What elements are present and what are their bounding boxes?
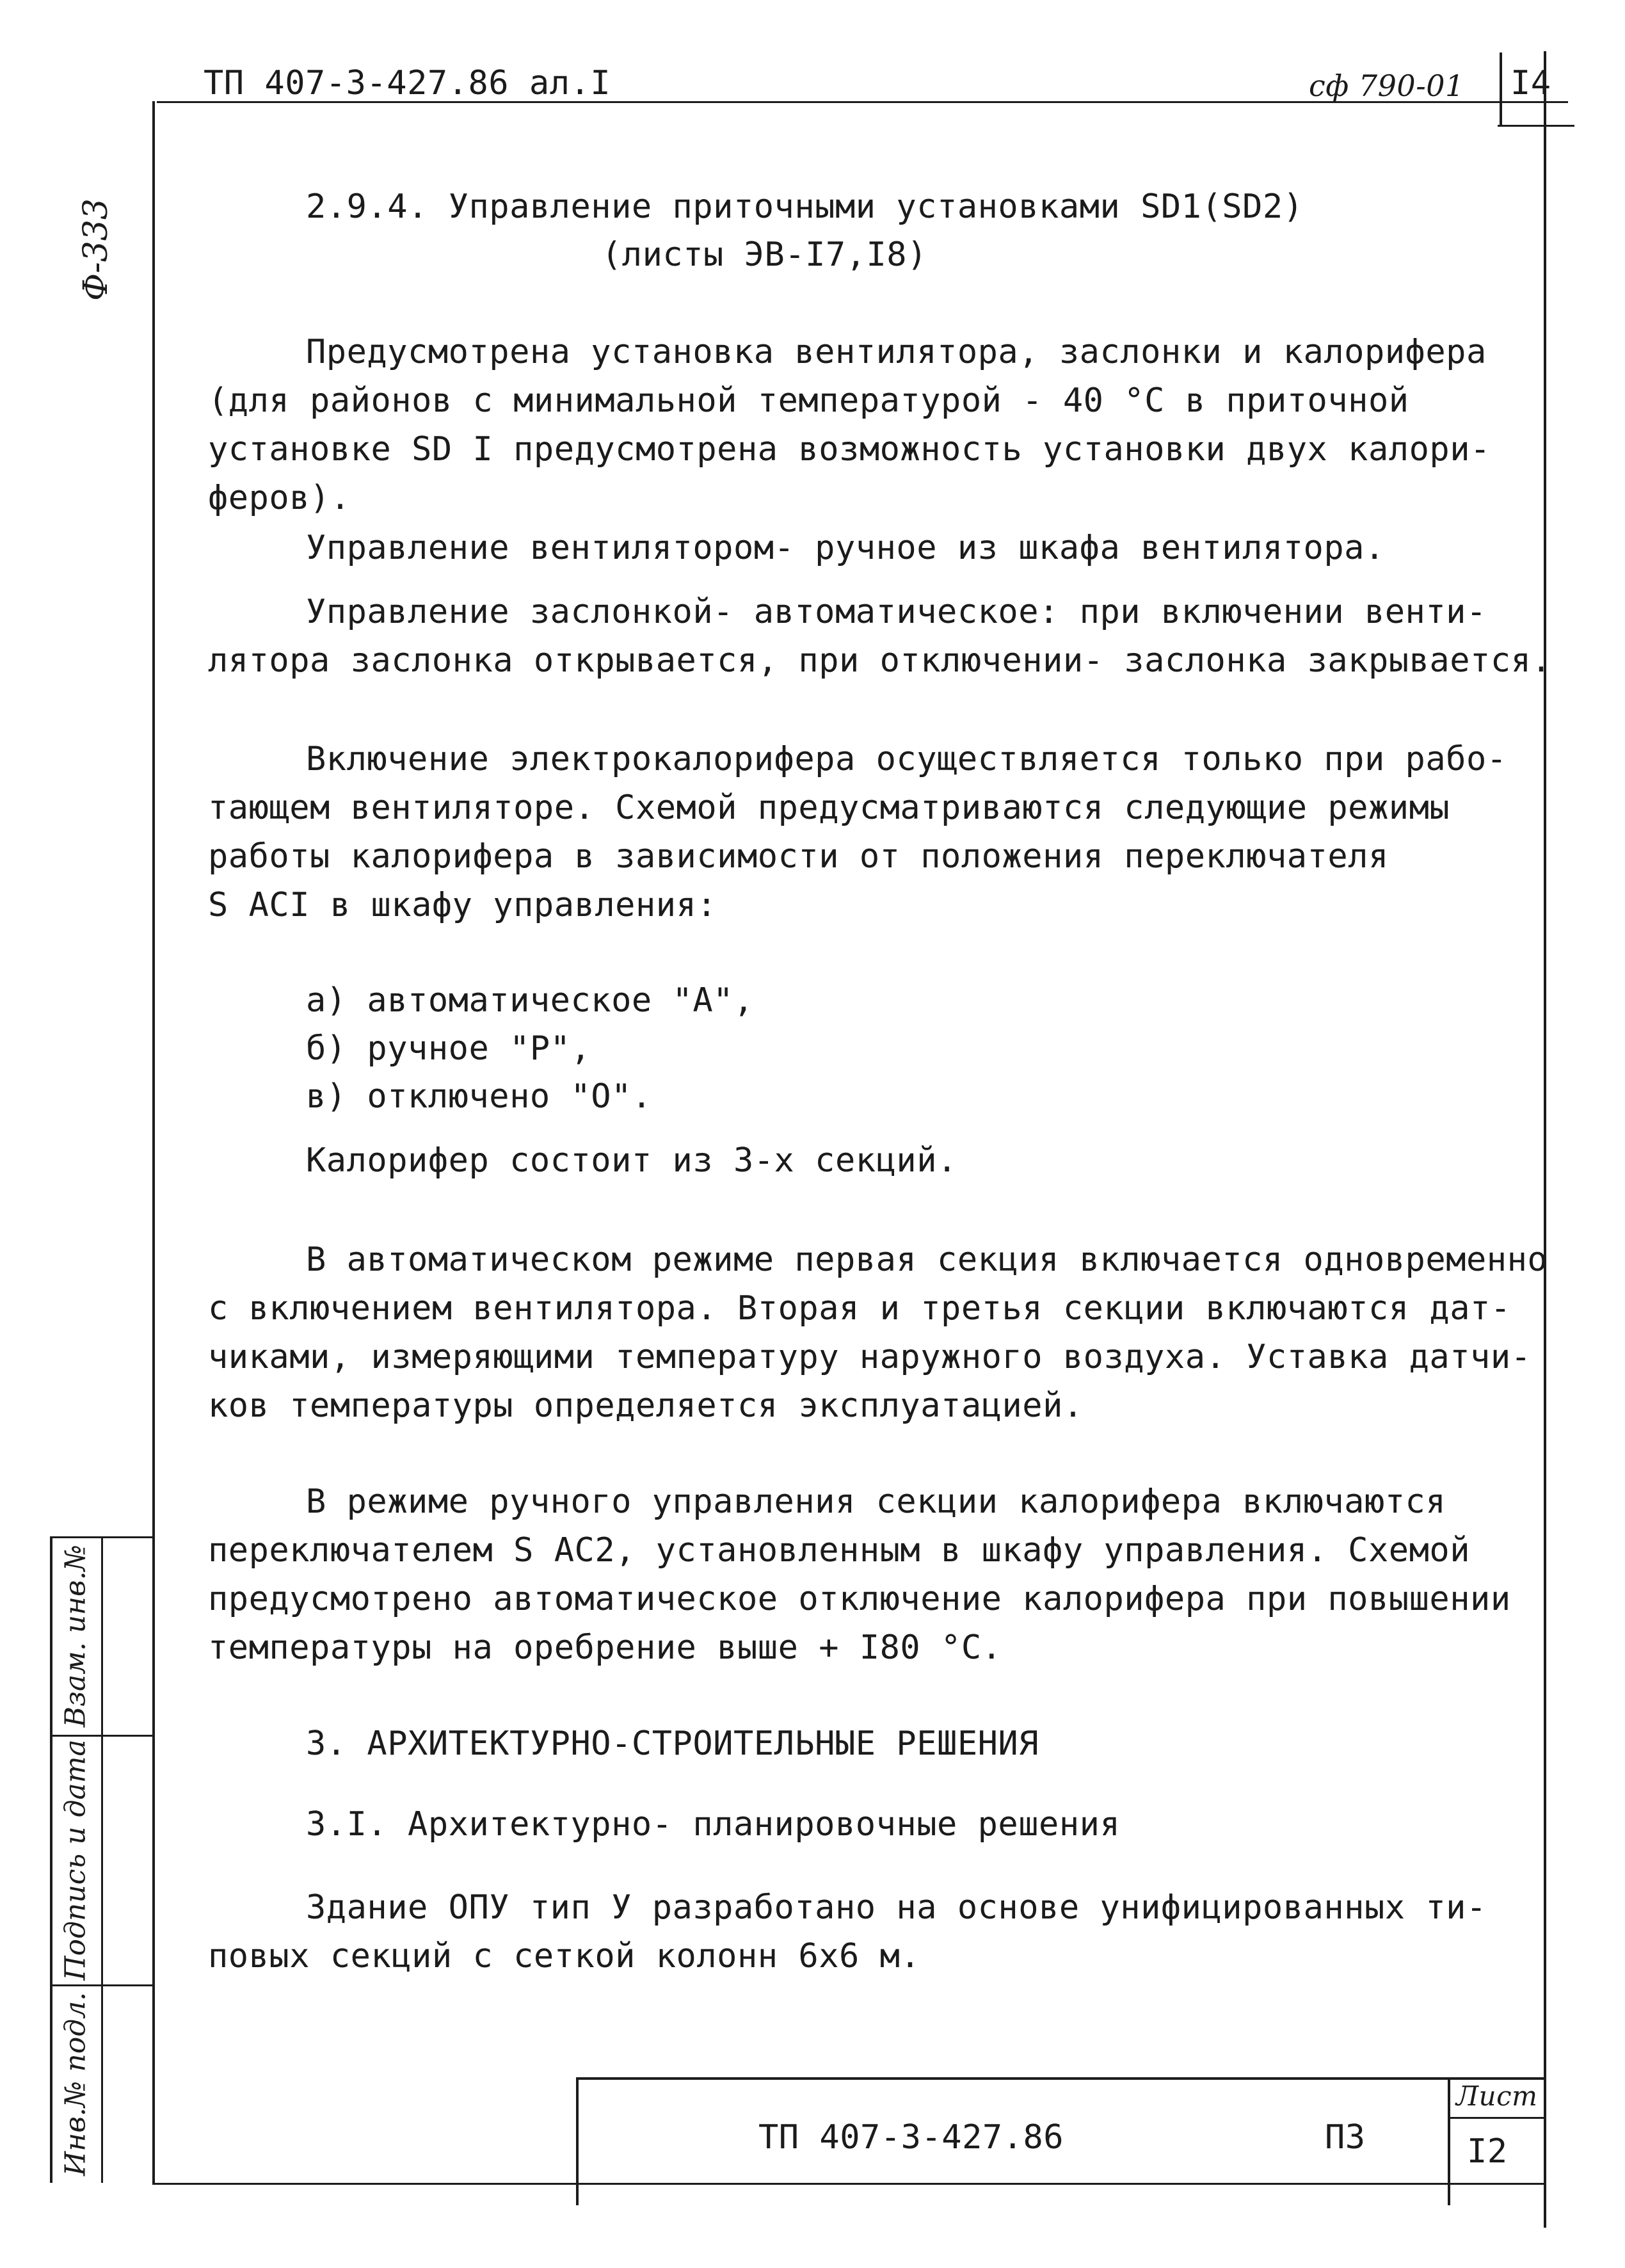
title-block-left bbox=[576, 2077, 579, 2205]
stamp-field-replacement: Взам. инв.№ bbox=[59, 1544, 92, 1728]
title-block bbox=[576, 2077, 1546, 2205]
paragraph-line: переключателем S AC2, установленным в шкафу управления. Схемой bbox=[208, 1531, 1471, 1570]
title-sheet-number: I2 bbox=[1467, 2132, 1508, 2171]
left-stamp-inner-divider bbox=[101, 1536, 103, 2183]
paragraph-line: тающем вентиляторе. Схемой предусматриваются следующие режимы bbox=[208, 789, 1450, 827]
section3-subtitle: 3.I. Архитектурно- планировочные решения bbox=[306, 1805, 1121, 1844]
frame-right-border bbox=[1544, 51, 1546, 2228]
paragraph-line: феров). bbox=[208, 479, 351, 517]
paragraph-line: установке SD I предусмотрена возможность установки двух калори- bbox=[208, 430, 1491, 469]
paragraph-line: Управление вентилятором- ручное из шкафа вентилятора. bbox=[306, 529, 1385, 567]
title-doc-code: ТП 407-3-427.86 bbox=[758, 2118, 1064, 2157]
paragraph-line: Здание ОПУ тип У разработано на основе унифицированных ти- bbox=[306, 1888, 1487, 1927]
mode-item: б) ручное "Р", bbox=[306, 1029, 591, 1068]
stamp-field-original-no: Инв.№ подл. bbox=[59, 1991, 92, 2176]
paragraph-line: Калорифер состоит из 3-х секций. bbox=[306, 1141, 957, 1180]
section-subheading: (листы ЭВ-I7,I8) bbox=[602, 236, 927, 274]
title-sheet-label: Лист bbox=[1456, 2080, 1538, 2112]
mode-item: в) отключено "О". bbox=[306, 1077, 652, 1116]
handwritten-code: сф 790-01 bbox=[1309, 68, 1464, 103]
title-block-bottom bbox=[576, 2183, 1546, 2185]
margin-stamp: Ф-333 bbox=[77, 198, 115, 301]
paragraph-line: (для районов с минимальной температурой - 40 °С в приточной bbox=[208, 382, 1409, 420]
paragraph-line: Предусмотрена установка вентилятора, заслонки и калорифера bbox=[306, 333, 1487, 371]
paragraph-line: с включением вентилятора. Вторая и третья секции включаются дат- bbox=[208, 1289, 1511, 1328]
stamp-field-signature: Подпись и дата bbox=[59, 1739, 92, 1981]
page-number-box-left bbox=[1500, 52, 1502, 126]
title-block-top bbox=[576, 2077, 1546, 2080]
left-stamp-outer-left bbox=[50, 1536, 52, 2183]
frame-left-border bbox=[152, 101, 155, 2185]
paragraph-line: В автоматическом режиме первая секция включается одновременно bbox=[306, 1241, 1548, 1279]
paragraph-line: повых секций с сеткой колонн 6х6 м. bbox=[208, 1937, 921, 1975]
paragraph-line: S ACI в шкафу управления: bbox=[208, 886, 717, 924]
section-heading: 2.9.4. Управление приточными установками SD1(SD2) bbox=[306, 188, 1304, 226]
paragraph-line: лятора заслонка открывается, при отключении- заслонка закрывается. bbox=[208, 641, 1552, 680]
header-doc-ref: ТП 407-3-427.86 ал.I bbox=[204, 64, 611, 102]
section3-title: 3. АРХИТЕКТУРНО-СТРОИТЕЛЬНЫЕ РЕШЕНИЯ bbox=[306, 1725, 1039, 1763]
paragraph-line: ков температуры определяется эксплуатацией. bbox=[208, 1387, 1084, 1425]
paragraph-line: Управление заслонкой- автоматическое: при включении венти- bbox=[306, 593, 1487, 631]
paragraph-line: работы калорифера в зависимости от положения переключателя bbox=[208, 837, 1389, 876]
paragraph-line: Включение электрокалорифера осуществляется только при рабо- bbox=[306, 740, 1507, 778]
paragraph-line: предусмотрено автоматическое отключение калорифера при повышении bbox=[208, 1580, 1511, 1618]
paragraph-line: чиками, измеряющими температуру наружного воздуха. Уставка датчи- bbox=[208, 1338, 1532, 1376]
mode-item: а) автоматическое "А", bbox=[306, 981, 754, 1020]
frame-top-right bbox=[1498, 125, 1574, 127]
page-number: I4 bbox=[1510, 64, 1551, 102]
paragraph-line: температуры на оребрение выше + I80 °С. bbox=[208, 1629, 1002, 1667]
paragraph-line: В режиме ручного управления секции калорифера включаются bbox=[306, 1483, 1446, 1521]
title-block-sheet-divider bbox=[1448, 2077, 1450, 2205]
title-doc-type: ПЗ bbox=[1325, 2118, 1366, 2157]
left-stamp bbox=[50, 1536, 152, 2183]
